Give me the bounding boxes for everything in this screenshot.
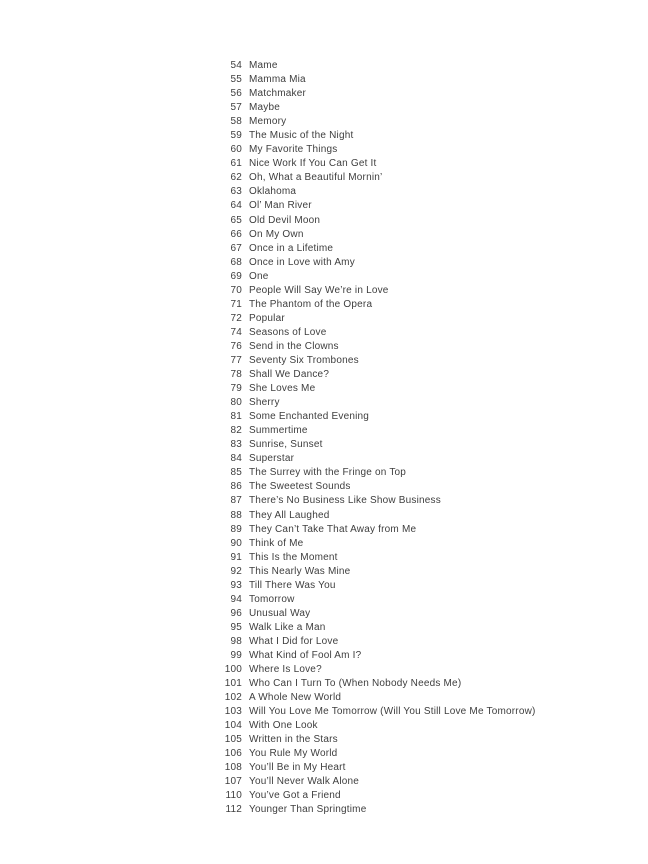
song-page-number: 83 [230, 439, 242, 451]
list-item [0, 87, 648, 101]
list-item [0, 747, 648, 761]
song-title: Younger Than Springtime [249, 804, 367, 816]
song-title: Shall We Dance? [249, 369, 330, 381]
song-title: There’s No Business Like Show Business [249, 495, 441, 507]
song-page-number: 74 [230, 326, 242, 338]
list-item [0, 691, 648, 705]
song-page-number: 63 [230, 186, 242, 198]
song-page-number: 64 [230, 200, 242, 212]
song-page-number: 103 [224, 706, 242, 718]
song-page-number: 80 [230, 397, 242, 409]
list-item [0, 228, 648, 242]
song-title: You’ll Be in My Heart [249, 762, 346, 774]
song-title: Walk Like a Man [249, 621, 326, 633]
song-title: The Sweetest Sounds [249, 481, 351, 493]
song-page-number: 55 [230, 74, 242, 86]
song-title: Oklahoma [249, 186, 297, 198]
song-title: The Phantom of the Opera [249, 298, 373, 310]
song-title: People Will Say We’re in Love [249, 284, 389, 296]
song-title: What Kind of Fool Am I? [249, 649, 362, 661]
song-title: Sunrise, Sunset [249, 439, 323, 451]
song-title: My Favorite Things [249, 144, 338, 156]
list-item [0, 705, 648, 719]
list-item [0, 593, 648, 607]
song-title: Where Is Love? [249, 664, 322, 676]
song-page-number: 93 [230, 579, 242, 591]
song-page-number: 110 [225, 790, 242, 802]
song-title: Send in the Clowns [249, 340, 339, 352]
list-item [0, 326, 648, 340]
song-page-number: 56 [230, 88, 242, 100]
list-item [0, 284, 648, 298]
song-page-number: 58 [230, 116, 242, 128]
song-page-number: 65 [230, 214, 242, 226]
list-item [0, 242, 648, 256]
list-item [0, 551, 648, 565]
song-page-number: 76 [230, 340, 242, 352]
list-item [0, 803, 648, 817]
song-page-number: 100 [224, 664, 242, 676]
song-page-number: 77 [230, 354, 242, 366]
song-page-number: 88 [230, 509, 242, 521]
song-title: The Surrey with the Fringe on Top [249, 467, 407, 479]
song-page-number: 112 [225, 804, 242, 816]
song-page-number: 107 [224, 776, 242, 788]
song-title: You Rule My World [249, 748, 338, 760]
song-title: They Can’t Take That Away from Me [249, 523, 417, 535]
song-page-number: 69 [230, 270, 242, 282]
list-item [0, 494, 648, 508]
song-title: Who Can I Turn To (When Nobody Needs Me) [249, 678, 462, 690]
list-item [0, 438, 648, 452]
song-page-number: 60 [230, 144, 242, 156]
list-item [0, 761, 648, 775]
song-title: One [249, 270, 269, 282]
song-page-number: 90 [230, 537, 242, 549]
list-item [0, 171, 648, 185]
list-item [0, 185, 648, 199]
song-title: Matchmaker [249, 88, 307, 100]
song-title: Think of Me [249, 537, 304, 549]
song-page-number: 108 [224, 762, 242, 774]
song-title: Till There Was You [249, 579, 336, 591]
song-title: Memory [249, 116, 287, 128]
list-item [0, 621, 648, 635]
list-item [0, 452, 648, 466]
song-page-number: 104 [224, 720, 242, 732]
song-page-number: 98 [230, 635, 242, 647]
list-item [0, 410, 648, 424]
list-item [0, 733, 648, 747]
song-title: This Is the Moment [249, 551, 338, 563]
song-page-number: 72 [230, 312, 242, 324]
list-item [0, 719, 648, 733]
song-title: Unusual Way [249, 607, 311, 619]
song-title: Popular [249, 312, 285, 324]
list-item [0, 101, 648, 115]
list-item [0, 509, 648, 523]
list-item [0, 565, 648, 579]
song-page-number: 67 [230, 242, 242, 254]
song-title: A Whole New World [249, 692, 342, 704]
song-page-number: 101 [224, 678, 242, 690]
song-page-number: 91 [230, 551, 242, 563]
song-page-number: 68 [230, 256, 242, 268]
list-item [0, 396, 648, 410]
song-title: This Nearly Was Mine [249, 565, 351, 577]
list-item [0, 663, 648, 677]
list-item [0, 382, 648, 396]
list-item [0, 607, 648, 621]
song-page-number: 61 [230, 158, 242, 170]
song-page-number: 59 [230, 130, 242, 142]
list-item [0, 312, 648, 326]
song-page-number: 106 [224, 748, 242, 760]
song-title: Mame [249, 60, 278, 71]
list-item [0, 775, 648, 789]
song-page-number: 102 [224, 692, 242, 704]
song-title: With One Look [249, 720, 318, 732]
song-page-number: 57 [230, 102, 242, 114]
song-page-number: 66 [230, 228, 242, 240]
list-item [0, 677, 648, 691]
song-page-number: 89 [230, 523, 242, 535]
list-item [0, 199, 648, 213]
list-item [0, 129, 648, 143]
list-item [0, 143, 648, 157]
song-page-number: 99 [230, 649, 242, 661]
song-title: Some Enchanted Evening [249, 411, 370, 423]
list-item [0, 480, 648, 494]
song-list [0, 59, 648, 818]
song-page-number: 85 [230, 467, 242, 479]
song-page-number: 62 [230, 172, 242, 184]
song-page-number: 70 [230, 284, 242, 296]
song-page-number: 84 [230, 453, 242, 465]
list-item [0, 523, 648, 537]
song-page-number: 92 [230, 565, 242, 577]
song-page-number: 54 [230, 60, 242, 71]
list-item [0, 649, 648, 663]
song-page-number: 86 [230, 481, 242, 493]
song-page-number: 87 [230, 495, 242, 507]
song-page-number: 81 [230, 411, 242, 423]
song-title: On My Own [249, 228, 304, 240]
list-item [0, 354, 648, 368]
song-page-number: 95 [230, 621, 242, 633]
song-title: Once in a Lifetime [249, 242, 334, 254]
song-title: Seventy Six Trombones [249, 354, 359, 366]
list-item [0, 635, 648, 649]
song-title: Maybe [249, 102, 281, 114]
song-title: Summertime [249, 425, 308, 437]
song-title: They All Laughed [249, 509, 330, 521]
song-page-number: 78 [230, 369, 242, 381]
song-title: Tomorrow [249, 593, 295, 605]
song-page-number: 71 [230, 298, 242, 310]
list-item [0, 579, 648, 593]
song-title: Sherry [249, 397, 280, 409]
song-title: Oh, What a Beautiful Mornin’ [249, 172, 383, 184]
song-title: The Music of the Night [249, 130, 354, 142]
list-item [0, 368, 648, 382]
list-item [0, 789, 648, 803]
song-page-number: 82 [230, 425, 242, 437]
song-title: What I Did for Love [249, 635, 339, 647]
song-title: Written in the Stars [249, 734, 338, 746]
song-title: Will You Love Me Tomorrow (Will You Still Love Me Tomorrow) [249, 706, 536, 718]
list-item [0, 256, 648, 270]
song-page-number: 105 [224, 734, 242, 746]
list-item [0, 214, 648, 228]
song-title: Ol’ Man River [249, 200, 312, 212]
song-title: You’ve Got a Friend [249, 790, 341, 802]
list-item [0, 270, 648, 284]
song-title: Mamma Mia [249, 74, 306, 86]
list-item [0, 537, 648, 551]
list-item [0, 298, 648, 312]
song-page-number: 96 [230, 607, 242, 619]
song-title: You’ll Never Walk Alone [249, 776, 360, 788]
song-page-number: 94 [230, 593, 242, 605]
song-title: Seasons of Love [249, 326, 327, 338]
list-item [0, 73, 648, 87]
list-item [0, 115, 648, 129]
song-title: Nice Work If You Can Get It [249, 158, 377, 170]
list-item [0, 59, 648, 73]
song-title: Once in Love with Amy [249, 256, 355, 268]
list-item [0, 424, 648, 438]
song-page-number: 79 [230, 383, 242, 395]
song-title: Superstar [249, 453, 295, 465]
song-title: Old Devil Moon [249, 214, 321, 226]
list-item [0, 157, 648, 171]
song-title: She Loves Me [249, 383, 316, 395]
list-item [0, 466, 648, 480]
list-item [0, 340, 648, 354]
